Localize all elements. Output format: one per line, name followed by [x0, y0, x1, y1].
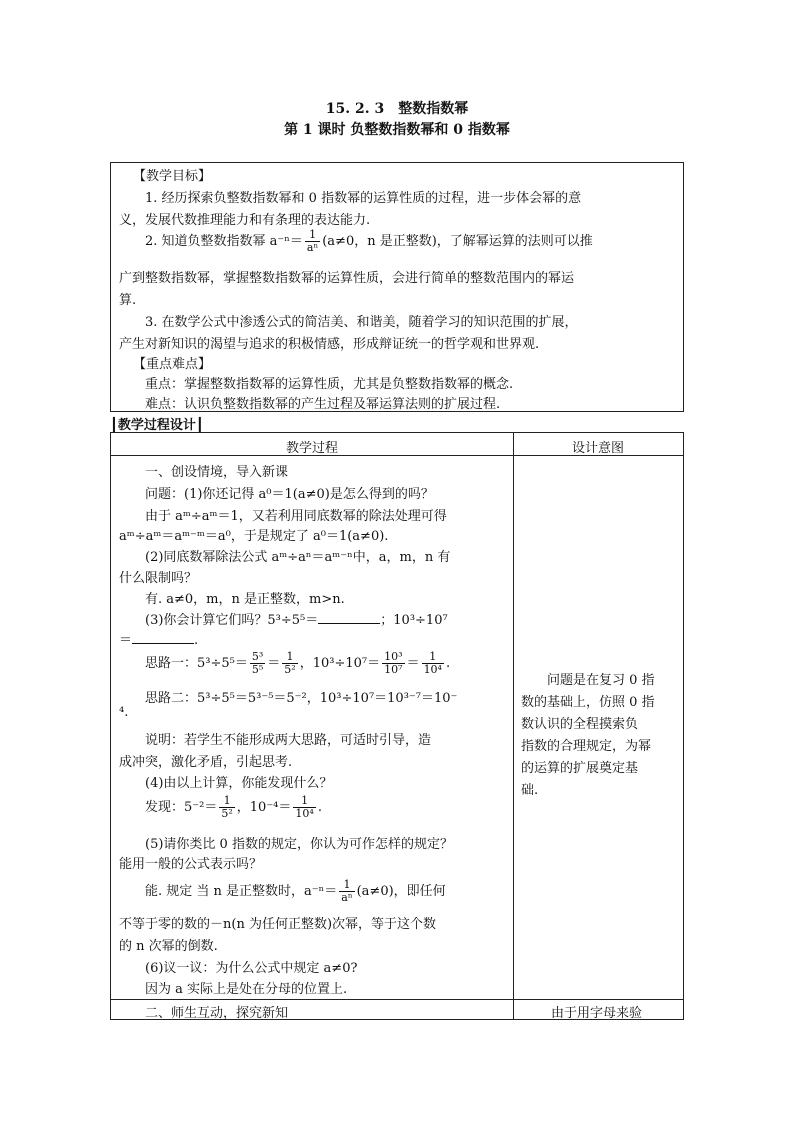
intent-line: 数的基础上，仿照 0 指	[521, 695, 655, 710]
fraction	[422, 651, 444, 676]
column-header-intent: 设计意图	[571, 441, 624, 456]
row-divider	[111, 999, 683, 1000]
fraction-numerator: 1	[305, 229, 320, 242]
fraction-numerator: 1	[339, 879, 354, 892]
intent-line: 数认识的全程摸索负	[521, 717, 639, 732]
answer-5-line-2: 不等于零的数的－n(n 为任何正整数)次幂，等于这个数	[119, 917, 437, 932]
text-line: .	[317, 800, 322, 815]
fraction-denominator: 10⁴	[295, 807, 314, 820]
intent-line: 的运算的扩展奠定基	[521, 761, 639, 776]
fraction-denominator: aⁿ	[341, 891, 353, 904]
text-line: ＝	[267, 656, 281, 671]
text-line: (a≠0)，即任何	[356, 884, 446, 899]
fraction	[219, 795, 234, 820]
text-line: 思路一：5³÷5⁵＝	[145, 656, 248, 671]
fraction-denominator: 5²	[221, 807, 233, 820]
fraction	[282, 651, 297, 676]
question-2: (2)同底数幂除法公式 aᵐ÷aⁿ＝aᵐ⁻ⁿ中，a，m，n 有	[145, 550, 451, 565]
goal-2-text-post: (a≠0，n 是正整数)，了解幂运算的法则可以推	[322, 234, 593, 249]
document-title: 15. 2. 3 整数指数幂	[325, 101, 469, 117]
text-line: ；10³÷10⁷	[380, 613, 448, 628]
goal-2-line-2: 广到整数指数幂，掌握整数指数幂的运算性质，会进行简单的整数范围内的幂运	[119, 271, 575, 286]
question-4: (4)由以上计算，你能发现什么？	[145, 776, 333, 791]
goal-3-line-2: 产生对新知识的渴望与追求的积极情感，形成辩证统一的哲学观和世界观.	[119, 337, 540, 352]
answer-6: 因为 a 实际上是处在分母的位置上.	[145, 982, 348, 997]
fill-blank	[318, 611, 380, 624]
section-1-heading: 一、创设情境，导入新课	[145, 465, 289, 480]
fraction-numerator: 1	[293, 795, 315, 808]
document-subtitle: 第 1 课时 负整数指数幂和 0 指数幂	[284, 122, 510, 138]
fraction	[293, 795, 315, 820]
fraction-denominator: 10⁷	[384, 663, 403, 676]
text-line: .	[194, 633, 199, 648]
note-line-1: 说明：若学生不能形成两大思路，可适时引导，造	[145, 733, 432, 748]
fraction	[250, 651, 265, 676]
note-line-2: 成冲突，激化矛盾，引起思考.	[119, 755, 293, 770]
teaching-goals-box	[110, 162, 684, 412]
answer-5	[119, 879, 537, 904]
thinking-2-cont: ⁴.	[119, 705, 129, 720]
goal-2-line-3: 算.	[119, 293, 137, 308]
fill-blank	[132, 631, 194, 644]
fraction-numerator: 5³	[251, 650, 264, 663]
text-line: ＝	[406, 656, 420, 671]
text-line: ，10³÷10⁷＝	[299, 656, 381, 671]
question-5: (5)请你类比 0 指数的规定，你认为可作怎样的规定？	[145, 837, 453, 852]
text-line: (3)你会计算它们吗？5³÷5⁵＝	[145, 613, 319, 628]
fraction-denominator: 5²	[284, 663, 296, 676]
intent-line: 由于用字母来验	[551, 1006, 643, 1021]
thinking-2: 思路二：5³÷5⁵＝5³⁻⁵＝5⁻²，10³÷10⁷＝10³⁻⁷＝10⁻	[145, 691, 458, 706]
answer-2: 有. a≠0，m，n 是正整数，m>n.	[145, 592, 345, 607]
difficult-point: 难点：认识负整数指数幂的产生过程及幂运算法则的扩展过程.	[145, 397, 501, 412]
question-3	[119, 609, 537, 628]
answer-5-line-3: 的 n 次幂的倒数.	[119, 939, 218, 954]
text-line: 什么限制吗？	[119, 571, 198, 586]
fraction-denominator: aⁿ	[306, 241, 319, 254]
fraction	[382, 651, 404, 676]
process-table	[110, 432, 684, 1020]
goal-1-line-1: 1. 经历探索负整数指数幂和 0 指数幂的运算性质的过程，进一步体会幂的意	[145, 191, 582, 206]
key-point: 重点：掌握整数指数幂的运算性质，尤其是负整数指数幂的概念.	[145, 377, 514, 392]
question-6: (6)议一议：为什么公式中规定 a≠0?	[145, 961, 358, 976]
text-line: 由于 aᵐ÷aᵐ＝1，又若利用同底数幂的除法处理可得	[145, 509, 447, 524]
fraction-numerator: 1	[422, 651, 444, 664]
intent-line: 础.	[521, 783, 539, 798]
question-5-cont: 能用一般的公式表示吗？	[119, 857, 263, 872]
fraction-numerator: 1	[219, 795, 234, 808]
text-line: ＝	[119, 633, 133, 648]
fraction-denominator: 5⁵	[251, 663, 264, 676]
goal-2-fraction	[305, 229, 320, 254]
goal-3-line-1: 3. 在数学公式中渗透公式的简洁美、和谐美，随着学习的知识范围的扩展，	[145, 315, 578, 330]
process-design-label: ┃教学过程设计┃	[110, 418, 204, 433]
text-line: ，10⁻⁴＝	[236, 800, 292, 815]
text-line: 能. 规定 当 n 是正整数时，a⁻ⁿ＝	[145, 884, 338, 899]
intent-line: 问题是在复习 0 指	[547, 673, 655, 688]
intent-line: 指数的合理规定，为幂	[521, 739, 652, 754]
text-line: .	[445, 656, 451, 671]
text-line: aᵐ÷aᵐ＝aᵐ⁻ᵐ＝a⁰，于是规定了 a⁰＝1(a≠0).	[119, 529, 389, 544]
goals-heading: 【教学目标】	[133, 169, 212, 184]
fraction-denominator: 10⁴	[423, 663, 442, 676]
section-2-heading: 二、师生互动，探究新知	[145, 1006, 289, 1021]
thinking-1	[119, 651, 537, 676]
column-header-process: 教学过程	[285, 441, 338, 456]
finding	[119, 795, 537, 820]
text-line: 发现：5⁻²＝	[145, 800, 218, 815]
goal-1-line-2: 义，发展代数推理能力和有条理的表达能力.	[119, 213, 371, 228]
goal-2-line-1	[119, 229, 675, 254]
fraction-numerator: 1	[282, 651, 297, 664]
question-3-cont	[119, 629, 511, 648]
key-points-heading: 【重点难点】	[133, 357, 212, 372]
fraction	[339, 879, 354, 904]
fraction-numerator: 10³	[384, 650, 403, 663]
question-1: 问题：(1)你还记得 a⁰＝1(a≠0)是怎么得到的吗？	[145, 487, 434, 502]
goal-2-text-pre: 2. 知道负整数指数幂 a⁻ⁿ＝	[145, 234, 303, 249]
